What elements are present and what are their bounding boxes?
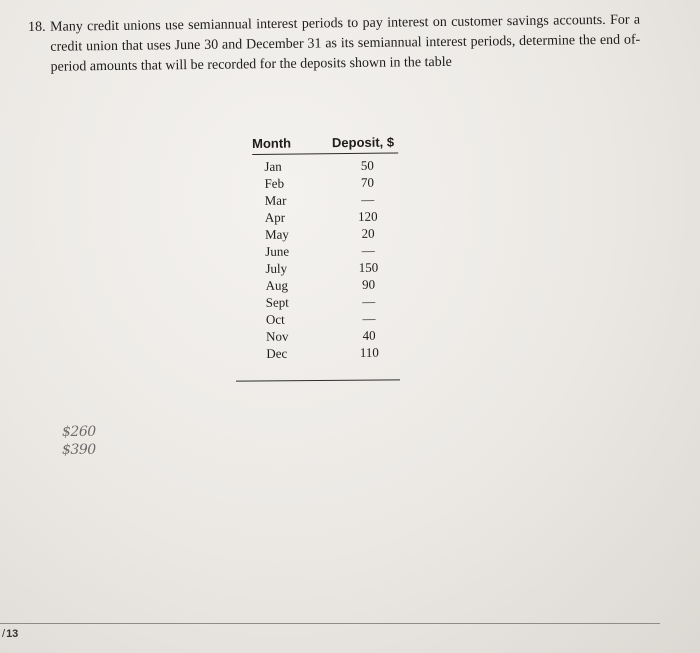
month-cell: June xyxy=(265,243,290,259)
table-body xyxy=(252,153,404,362)
table-row xyxy=(252,156,402,175)
month-column-header: Month xyxy=(252,135,292,151)
deposit-table xyxy=(252,132,404,362)
table-row xyxy=(252,173,402,192)
deposit-cell: — xyxy=(362,310,376,326)
table-row xyxy=(253,224,403,243)
deposit-cell: 50 xyxy=(360,157,374,173)
table-row xyxy=(253,207,403,226)
footer-divider xyxy=(0,623,660,624)
deposit-cell: 40 xyxy=(362,327,376,343)
deposit-cell: 110 xyxy=(359,344,379,360)
table-row xyxy=(253,258,403,277)
month-cell: May xyxy=(264,226,289,242)
page-number xyxy=(2,628,18,640)
deposit-cell: 90 xyxy=(362,276,376,292)
table-row xyxy=(254,292,404,311)
month-cell: Nov xyxy=(266,328,289,344)
deposit-cell: 150 xyxy=(358,259,379,275)
table-row xyxy=(254,326,404,345)
month-cell: Feb xyxy=(264,175,285,191)
month-cell: Oct xyxy=(265,311,285,327)
table-bottom-rule xyxy=(236,379,400,381)
month-cell: Mar xyxy=(264,192,287,208)
page-number-value: 13 xyxy=(6,628,19,640)
deposit-cell: — xyxy=(361,242,375,258)
problem-statement: Many credit unions use semiannual interest periods to pay interest on customer savings accounts. For a credit union that uses June 30 and December 31 as its semiannual interest periods, determine the end of- period amounts that will be recorded for the deposits shown in the table xyxy=(50,12,641,75)
month-cell: Dec xyxy=(266,345,288,361)
problem-number: 18. xyxy=(28,19,46,35)
handwritten-answer-2: $390 xyxy=(62,442,96,458)
problem-18 xyxy=(28,10,669,78)
deposit-cell: 20 xyxy=(361,225,375,241)
deposit-column-header: Deposit, $ xyxy=(331,134,395,151)
table-row xyxy=(253,190,403,209)
deposit-cell: 120 xyxy=(358,208,378,224)
table-row xyxy=(254,343,404,362)
month-cell: Apr xyxy=(264,209,286,225)
table-row xyxy=(253,275,403,294)
deposit-cell: — xyxy=(361,191,375,207)
table-row xyxy=(254,309,404,328)
month-cell: Aug xyxy=(265,277,289,293)
deposit-cell: — xyxy=(362,293,376,309)
deposit-cell: 70 xyxy=(360,174,375,190)
month-cell: Sept xyxy=(265,294,289,310)
month-cell: July xyxy=(265,260,288,276)
handwritten-answer-1: $260 xyxy=(62,424,96,440)
month-cell: Jan xyxy=(264,158,282,174)
table-row xyxy=(253,241,403,260)
page-slash: / xyxy=(2,628,6,640)
table-header xyxy=(252,132,398,155)
